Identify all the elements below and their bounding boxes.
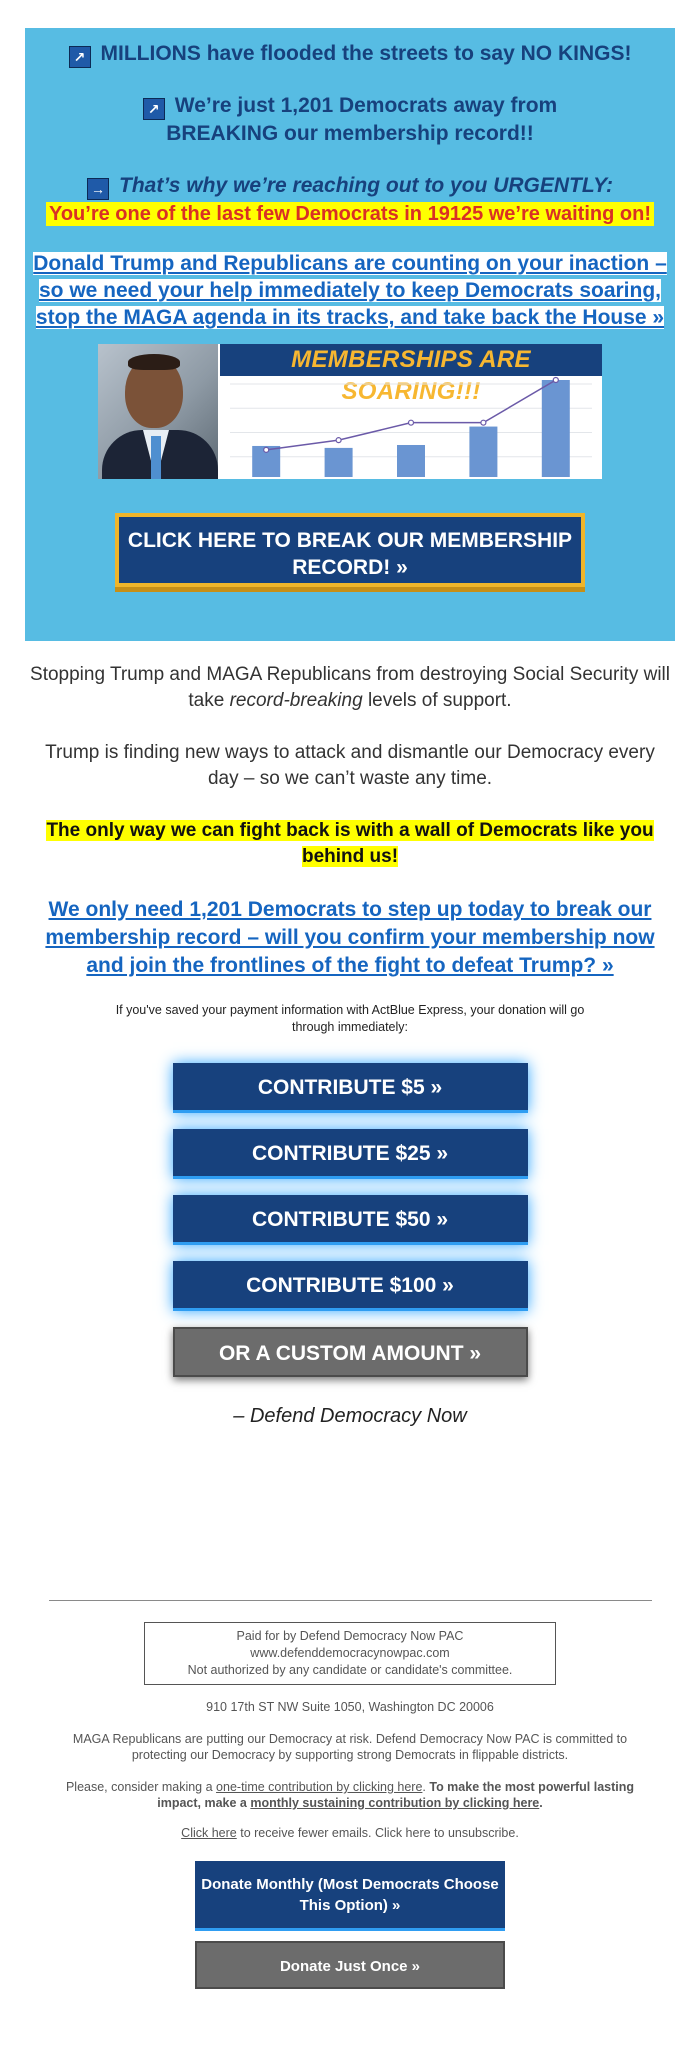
mission-text: MAGA Republicans are putting our Democracy at risk. Defend Democracy Now PAC is committed to protecting our Democracy by supporting strong Democrats in flippable districts. <box>72 1732 628 1762</box>
chart-trend-point-1 <box>264 447 269 452</box>
chart-trend-point-5 <box>553 378 558 383</box>
politician-photo <box>98 344 218 479</box>
chart-increasing-icon: ↗ <box>69 46 91 68</box>
contribute-100-button[interactable]: CONTRIBUTE $100 » <box>173 1261 528 1311</box>
paid-by-text: Paid for by Defend Democracy Now PAC <box>236 1629 464 1643</box>
actblue-express-note: If you've saved your payment information with ActBlue Express, your donation will go through immediately: <box>115 1003 585 1034</box>
address-text: 910 17th ST NW Suite 1050, Washington DC 20006 <box>206 1700 494 1714</box>
chart-trend-point-4 <box>481 420 486 425</box>
email-page <box>0 28 700 1989</box>
hero-link-wrapper <box>25 250 675 331</box>
hero-line-1: ↗ MILLIONS have flooded the streets to say NO KINGS! <box>25 40 675 68</box>
paid-for-box <box>144 1622 556 1685</box>
contribute-5-button[interactable]: CONTRIBUTE $5 » <box>173 1063 528 1113</box>
chart-increasing-icon: ↗ <box>143 98 165 120</box>
donate-once-button[interactable]: Donate Just Once » <box>195 1941 505 1989</box>
chart-trend-line <box>266 380 556 450</box>
donate-monthly-button[interactable]: Donate Monthly (Most Democrats Choose This Option) » <box>195 1861 505 1931</box>
memberships-banner[interactable] <box>98 344 602 479</box>
website-text: www.defenddemocracynowpac.com <box>250 1646 450 1660</box>
hero-line-3: → That’s why we’re reaching out to you URGENTLY: <box>25 172 675 200</box>
wall-paragraph <box>30 818 670 870</box>
fewer-emails-text: Click here to receive fewer emails. Click here to unsubscribe. <box>181 1826 519 1840</box>
hero-inaction-link[interactable]: Donald Trump and Republicans are counting on your inaction – so we need your help immediately to keep Democrats soaring, stop the MAGA agenda in its tracks, and take back the House » <box>33 252 667 329</box>
wall-highlight: The only way we can fight back is with a wall of Democrats like you behind us! <box>46 820 654 867</box>
break-record-button[interactable]: CLICK HERE TO BREAK OUR MEMBERSHIP RECORD! » <box>115 513 585 587</box>
custom-amount-button[interactable]: OR A CUSTOM AMOUNT » <box>173 1327 528 1377</box>
chart-trend-point-2 <box>336 438 341 443</box>
chart-bar-2 <box>325 448 353 477</box>
chart-trend-point-3 <box>409 420 414 425</box>
chart-bar-3 <box>397 445 425 477</box>
contribute-25-button[interactable]: CONTRIBUTE $25 » <box>173 1129 528 1179</box>
social-security-paragraph: Stopping Trump and MAGA Republicans from destroying Social Security will take record-breaking levels of support. <box>30 664 670 711</box>
chart-title: MEMBERSHIPS ARE SOARING!!! <box>220 344 602 376</box>
membership-chart <box>220 344 602 479</box>
one-time-link[interactable]: one-time contribution by clicking here <box>216 1780 423 1794</box>
consider-text: Please, consider making a one-time contribution by clicking here. To make the most powerful lasting impact, make a monthly sustaining contribution by clicking here. <box>65 1780 635 1810</box>
fewer-emails-link[interactable]: Click here <box>181 1826 237 1840</box>
membership-link-paragraph <box>30 896 670 980</box>
signature: – Defend Democracy Now <box>233 1405 467 1427</box>
not-authorized-text: Not authorized by any candidate or candidate's committee. <box>187 1663 513 1677</box>
highlight-wrapper <box>25 200 675 226</box>
democracy-paragraph: Trump is finding new ways to attack and dismantle our Democracy every day – so we can’t waste any time. <box>45 742 655 789</box>
right-arrow-icon: → <box>87 178 109 200</box>
footer-divider <box>49 1600 652 1601</box>
waiting-highlight: You’re one of the last few Democrats in 19125 we’re waiting on! <box>46 202 654 226</box>
contribute-50-button[interactable]: CONTRIBUTE $50 » <box>173 1195 528 1245</box>
monthly-link[interactable]: monthly sustaining contribution by clicking here <box>250 1796 540 1810</box>
contribute-buttons <box>0 1063 700 1377</box>
chart-bar-4 <box>469 427 497 477</box>
hero-line-2: ↗ We’re just 1,201 Democrats away from BREAKING our membership record!! <box>25 92 675 147</box>
confirm-membership-link[interactable]: We only need 1,201 Democrats to step up today to break our membership record – will you confirm your membership now and join the frontlines of the fight to defeat Trump? » <box>45 898 655 977</box>
hero-section <box>25 28 675 641</box>
chart-bar-5 <box>542 380 570 477</box>
chart-plot <box>220 344 602 479</box>
